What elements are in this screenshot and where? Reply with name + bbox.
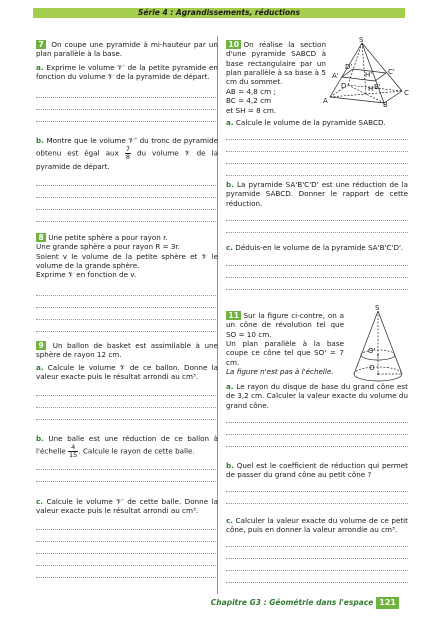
label-h-prime: H' — [365, 71, 373, 79]
answer-line[interactable] — [36, 319, 218, 320]
exercise-11-intro: 11 Sur la figure ci-contre, on a un cône de révolution tel que SO = 10 cm. Un plan parallèle à la base coupe ce cône tel que SO' = 7 cm. La figure n'est pas à l'échelle. — [226, 311, 344, 377]
exercise-11-question-c: c. Calculer la valeur exacte du volume de ce petit cône, puis en donner la valeur arrondie au cm³. — [226, 516, 408, 535]
exercise-10-question-b: b. La pyramide SA'B'C'D' est une réduction de la pyramide SABCD. Donner le rapport de cette réduction. — [226, 180, 408, 208]
label-c: C — [404, 89, 409, 97]
label-o: O — [369, 364, 375, 372]
answer-line[interactable] — [226, 434, 408, 435]
exercise-9-question-c: c. Calcule le volume 𝒱′ de cette balle. Donne la valeur exacte puis le résultat arrondi au cm³. — [36, 497, 218, 516]
answer-line[interactable] — [36, 185, 218, 186]
answer-line[interactable] — [226, 265, 408, 266]
label-o-prime: O' — [368, 347, 376, 355]
answer-line[interactable] — [226, 582, 408, 583]
exercise-number: 10 — [226, 40, 241, 49]
answer-line[interactable] — [36, 407, 218, 408]
answer-line[interactable] — [226, 151, 408, 152]
answer-line[interactable] — [36, 541, 218, 542]
answer-line[interactable] — [36, 529, 218, 530]
label-a: A — [323, 97, 328, 105]
pyramid-figure — [322, 37, 412, 107]
point-o — [377, 373, 379, 375]
series-banner — [33, 8, 405, 18]
answer-line[interactable] — [226, 558, 408, 559]
series-title: Série 4 : Agrandissements, réductions — [138, 8, 300, 18]
exercise-number: 7 — [36, 40, 46, 49]
answer-line[interactable] — [36, 419, 218, 420]
answer-line[interactable] — [36, 295, 218, 296]
exercise-10-question-a: a. Calcule le volume de la pyramide SABCD. — [226, 118, 386, 127]
exercise-9-question-b: b. Une balle est une réduction de ce ballon à l'échelle $\frac{4}{15}$ . Calcule le rayon de cette balle. — [36, 434, 218, 460]
answer-line[interactable] — [226, 163, 408, 164]
answer-line[interactable] — [36, 469, 218, 470]
answer-line[interactable] — [36, 331, 218, 332]
answer-line[interactable] — [36, 197, 218, 198]
label-h: H — [368, 85, 374, 93]
label-a-prime: A' — [332, 72, 339, 80]
answer-line[interactable] — [36, 553, 218, 554]
answer-line[interactable] — [36, 221, 218, 222]
exercise-7-intro: 7 On coupe une pyramide à mi-hauteur par un plan parallèle à la base. — [36, 40, 218, 59]
answer-line[interactable] — [226, 232, 408, 233]
exercise-7-question-a: a. Exprime le volume 𝒱′ de la petite pyramide en fonction du volume 𝒱 de la pyramide de départ. — [36, 63, 218, 82]
label-b-prime: B' — [374, 83, 381, 91]
exercise-10-intro: 10 On réalise la section d'une pyramide SABCD à base rectangulaire par un plan parallèle à sa base à 5 cm du sommet. AB = 4,8 cm ; BC = 4,2 cm et SH = 8 cm. — [226, 40, 326, 115]
answer-line[interactable] — [36, 121, 218, 122]
cone-figure — [350, 304, 408, 386]
answer-line[interactable] — [36, 209, 218, 210]
cone-generatrix — [378, 311, 402, 374]
answer-line[interactable] — [226, 570, 408, 571]
fraction: $\frac{7}{8}$ — [125, 145, 130, 162]
answer-line[interactable] — [36, 109, 218, 110]
exercise-number: 11 — [226, 311, 241, 320]
label-d: D — [341, 82, 347, 90]
label-s: S — [359, 37, 364, 44]
answer-line[interactable] — [36, 481, 218, 482]
answer-line[interactable] — [36, 577, 218, 578]
answer-line[interactable] — [226, 546, 408, 547]
point-o-prime — [377, 354, 379, 356]
answer-line[interactable] — [226, 220, 408, 221]
answer-line[interactable] — [36, 395, 218, 396]
label-d-prime: D' — [345, 63, 353, 71]
exercise-9-question-a: a. Calcule le volume 𝒱 de ce ballon. Donne la valeur exacte puis le résultat arrondi au cm³. — [36, 363, 218, 382]
exercise-8: 8 Une petite sphère a pour rayon r. Une grande sphère a pour rayon R = 3r. Soient v le volume de la petite sphère et 𝒱 le volume de la grande sphère. Exprime 𝒱 en fonction de v. — [36, 233, 218, 280]
base-ellipse-front — [354, 374, 402, 381]
page-footer — [211, 597, 399, 609]
answer-line[interactable] — [226, 139, 408, 140]
label-b: B — [383, 101, 388, 107]
answer-line[interactable] — [36, 97, 218, 98]
answer-line[interactable] — [226, 422, 408, 423]
page-number: 121 — [376, 597, 399, 609]
label-s: S — [375, 304, 380, 312]
answer-line[interactable] — [226, 175, 408, 176]
fraction: $\frac{4}{15}$ — [69, 443, 78, 460]
exercise-9-intro: 9 Un ballon de basket est assimilable à une sphère de rayon 12 cm. — [36, 341, 218, 360]
answer-line[interactable] — [226, 289, 408, 290]
exercise-7-question-b: b. Montre que le volume 𝒱″ du tronc de pyramide obtenu est égal aux $\frac{7}{8}$ du volume 𝒱 de la pyramide de départ. — [36, 136, 218, 172]
exercise-11-question-b: b. Quel est le coefficient de réduction qui permet de passer du grand cône au petit cône ? — [226, 461, 409, 480]
exercise-number: 8 — [36, 233, 46, 242]
exercise-number: 9 — [36, 341, 46, 350]
edge-sc — [362, 43, 402, 91]
answer-line[interactable] — [226, 503, 408, 504]
answer-line[interactable] — [36, 565, 218, 566]
answer-line[interactable] — [226, 277, 408, 278]
exercise-11-question-a: a. Le rayon du disque de base du grand cône est de 3,2 cm. Calculer la valeur exacte du volume du grand cône. — [226, 382, 408, 410]
answer-line[interactable] — [36, 307, 218, 308]
answer-line[interactable] — [226, 491, 408, 492]
answer-line[interactable] — [226, 446, 408, 447]
chapter-title: Chapitre G3 : Géométrie dans l'espace — [210, 598, 374, 608]
label-c-prime: C' — [388, 68, 395, 76]
exercise-10-question-c: c. Déduis-en le volume de la pyramide SA'B'C'D'. — [226, 243, 404, 252]
